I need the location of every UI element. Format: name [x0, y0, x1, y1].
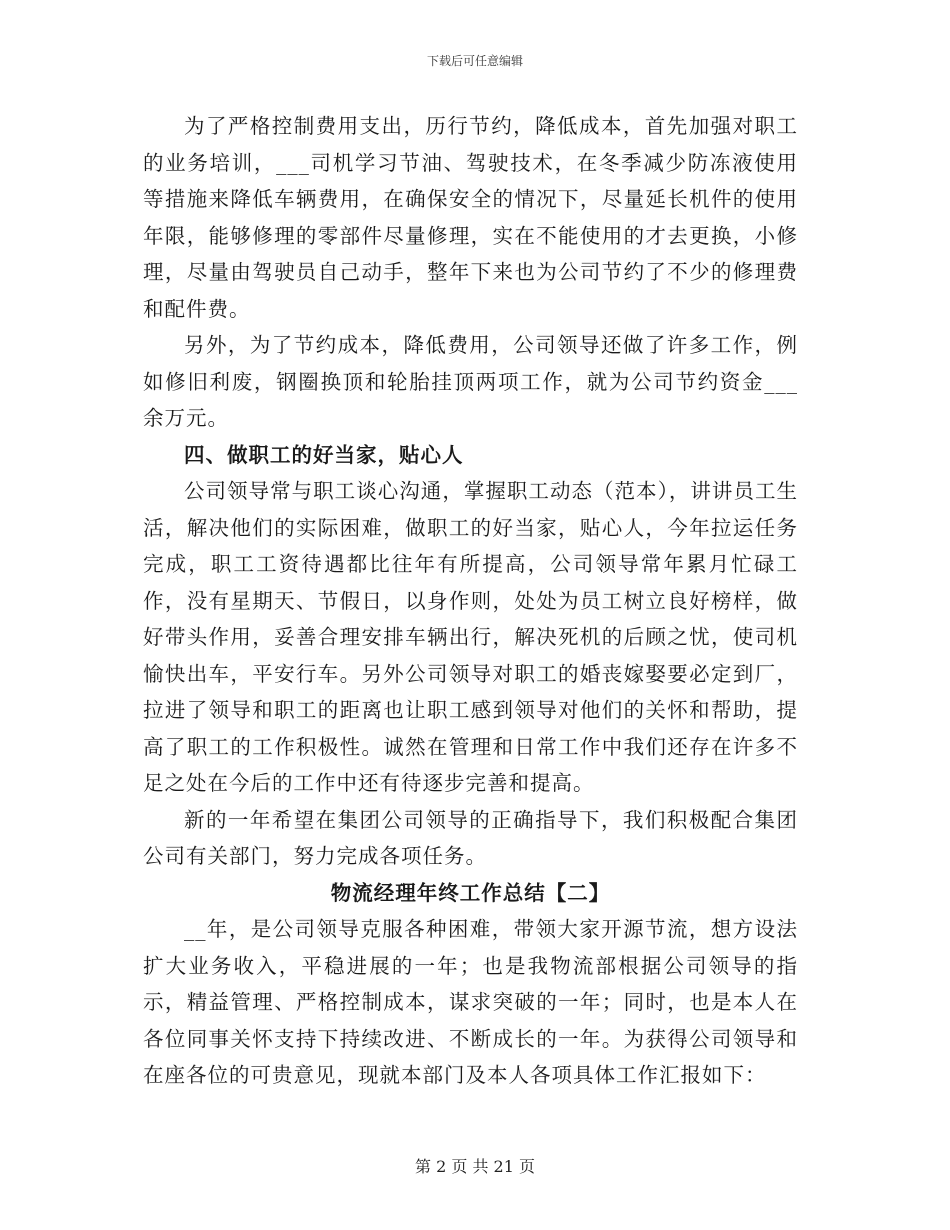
document-body [143, 108, 798, 1094]
document-section-title: 物流经理年终工作总结【二】 [330, 880, 611, 905]
page-header: 下载后可任意编辑 [426, 54, 523, 68]
paragraph-staff-care: 公司领导常与职工谈心沟通，掌握职工动态（范本），讲讲员工生活，解决他们的实际困难，做职工的好当家，贴心人，今年拉运任务完成，职工工资待遇都比往年有所提高，公司领导常年累月忙碌工作，没有星期天、节假日，以身作则，处处为员工树立良好榜样，做好带头作用，妥善合理安排车辆出行，解决死机的后顾之忧，使司机愉快出车，平安行车。另外公司领导对职工的婚丧嫁娶要必定到厂，拉进了领导和职工的距离也让职工感到领导对他们的关怀和帮助，提高了职工的工作积极性。诚然在管理和日常工作中我们还存在许多不足之处在今后的工作中还有待逐步完善和提高。 [143, 479, 798, 795]
paragraph-new-year: 新的一年希望在集团公司领导的正确指导下，我们积极配合集团公司有关部门，努力完成各项任务。 [143, 807, 798, 868]
paragraph-cost-control: 为了严格控制费用支出，历行节约，降低成本，首先加强对职工的业务培训，___司机学习节油、驾驶技术，在冬季减少防冻液使用等措施来降低车辆费用，在确保安全的情况下，尽量延长机件的使用年限，能够修理的零部件尽量修理，实在不能使用的才去更换，小修理，尽量由驾驶员自己动手，整年下来也为公司节约了不少的修理费和配件费。 [143, 114, 798, 321]
paragraph-savings: 另外，为了节约成本，降低费用，公司领导还做了许多工作，例如修旧利废，钢圈换顶和轮胎挂顶两项工作，就为公司节约资金___余万元。 [143, 333, 798, 430]
section-heading-four: 四、做职工的好当家，贴心人 [184, 442, 464, 467]
paragraph-year-summary: __年，是公司领导克服各种困难，带领大家开源节流，想方设法扩大业务收入，平稳进展的一年；也是我物流部根据公司领导的指示，精益管理、严格控制成本，谋求突破的一年；同时，也是本人在各位同事关怀支持下持续改进、不断成长的一年。为获得公司领导和在座各位的可贵意见，现就本部门及本人各项具体工作汇报如下： [143, 917, 798, 1087]
page-number-footer: 第 2 页 共 21 页 [415, 1157, 535, 1176]
